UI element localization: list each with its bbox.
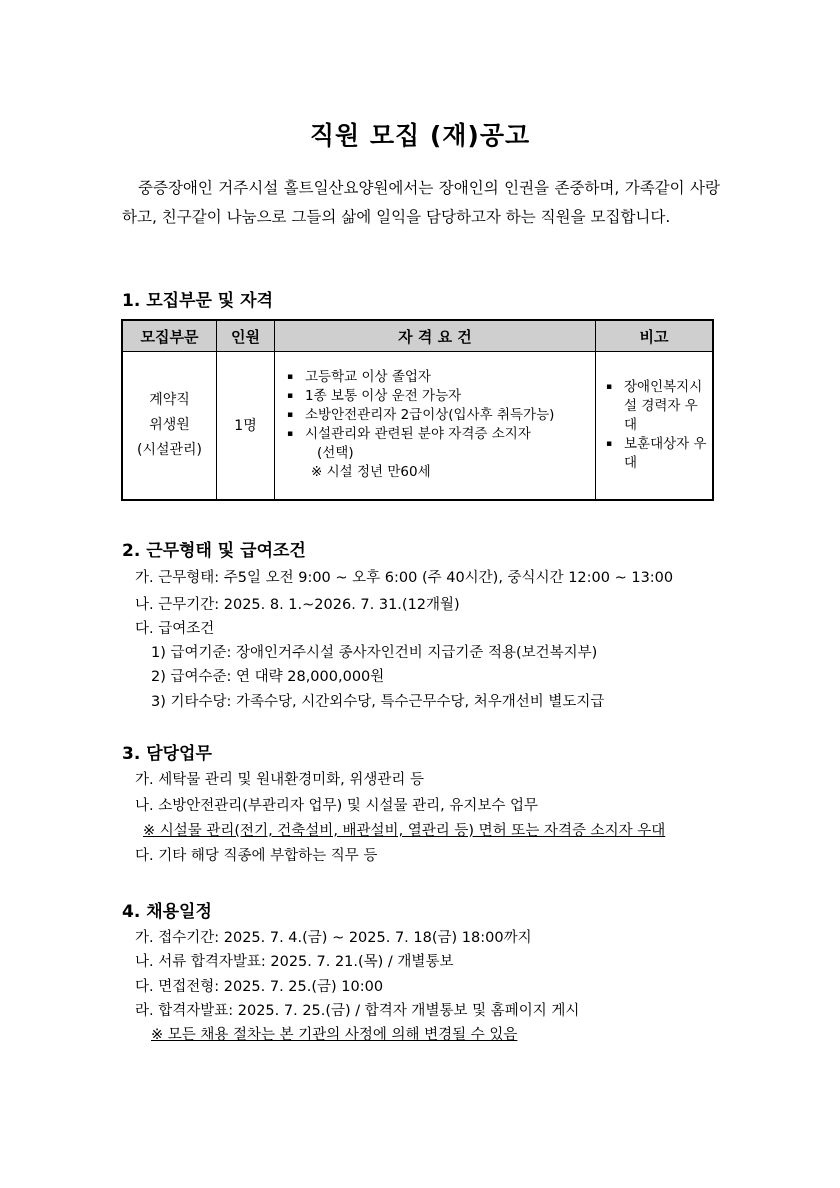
duty-memo: ※ 시설물 관리(전기, 건축설비, 배관설비, 열관리 등) 면허 또는 자격증 소지자 우대: [143, 823, 666, 839]
section-2-heading: 2. 근무형태 및 급여조건: [122, 541, 306, 561]
section-4-heading: 4. 채용일정: [122, 902, 212, 922]
list-item-continued: (선택): [317, 445, 354, 462]
cell-count: 1명: [217, 352, 275, 500]
table-header-row: [122, 320, 713, 352]
cell-requirements: [275, 352, 596, 500]
requirements-list: [275, 358, 595, 492]
list-item: ▪ 장애인복지시설 경력자 우대: [606, 378, 703, 433]
intro-paragraph: 중증장애인 거주시설 홀트일산요양원에서는 장애인의 인권을 존중하며, 가족같이 사랑하고, 친구같이 나눔으로 그들의 삶에 일익을 담당하고자 하는 직원을 모집합니다.: [122, 179, 720, 226]
header-note: 비고: [596, 320, 714, 352]
page-title: 직원 모집 (재)공고: [309, 121, 531, 150]
note-list: [596, 378, 712, 473]
bullet-icon: ▪: [606, 381, 613, 392]
dept-line-3: (시설관리): [136, 441, 203, 458]
other-allowances: 3) 기타수당: 가족수당, 시간외수당, 특수근무수당, 처우개선비 별도지급: [151, 694, 605, 710]
work-period: 나. 근무기간: 2025. 8. 1.~2026. 7. 31.(12개월): [135, 597, 460, 613]
bullet-icon: ▪: [606, 438, 613, 449]
schedule-interview: 다. 면접전형: 2025. 7. 25.(금) 10:00: [135, 979, 384, 995]
cell-dept: [122, 352, 217, 500]
section-1-heading: 1. 모집부문 및 자격: [122, 291, 273, 311]
requirements-memo: ※ 시설 정년 만60세: [311, 464, 431, 481]
header-requirements: 자 격 요 건: [275, 320, 596, 352]
salary-level: 2) 급여수준: 연 대략 28,000,000원: [151, 669, 385, 685]
table-row: [122, 352, 713, 500]
section-3-heading: 3. 담당업무: [122, 744, 212, 764]
bullet-icon: ▪: [287, 372, 294, 383]
salary-standard: 1) 급여기준: 장애인거주시설 종사자인건비 지급기준 적용(보건복지부): [151, 645, 598, 661]
bullet-icon: ▪: [287, 391, 294, 402]
list-item: ▪ 보훈대상자 우대: [606, 435, 707, 471]
bullet-icon: ▪: [287, 429, 294, 440]
duty-c: 다. 기타 해당 직종에 부합하는 직무 등: [135, 848, 378, 864]
salary-conditions: 다. 급여조건: [135, 621, 215, 637]
duty-b: 나. 소방안전관리(부관리자 업무) 및 시설물 관리, 유지보수 업무: [135, 798, 538, 814]
bullet-icon: ▪: [287, 410, 294, 421]
dept-line-1: 계약직: [149, 391, 190, 408]
schedule-application: 가. 접수기간: 2025. 7. 4.(금) ~ 2025. 7. 18(금) 18:00까지: [135, 930, 532, 946]
schedule-final-result: 라. 합격자발표: 2025. 7. 25.(금) / 합격자 개별통보 및 홈페이지 게시: [135, 1003, 580, 1019]
schedule-document-result: 나. 서류 합격자발표: 2025. 7. 21.(목) / 개별통보: [135, 954, 454, 970]
list-item: ▪ 1종 보통 이상 운전 가능자: [287, 388, 462, 405]
recruitment-table: [121, 319, 714, 501]
list-item: ▪ 고등학교 이상 졸업자: [287, 369, 431, 386]
cell-note: [596, 352, 714, 500]
duty-a: 가. 세탁물 관리 및 원내환경미화, 위생관리 등: [135, 772, 424, 788]
header-count: 인원: [217, 320, 275, 352]
schedule-memo: ※ 모든 채용 절차는 본 기관의 사정에 의해 변경될 수 있음: [151, 1027, 518, 1043]
header-dept: 모집부문: [122, 320, 217, 352]
list-item: ▪ 시설관리와 관련된 분야 자격증 소지자: [287, 426, 531, 443]
list-item: ▪ 소방안전관리자 2급이상(입사후 취득가능): [287, 407, 555, 424]
work-type: 가. 근무형태: 주5일 오전 9:00 ~ 오후 6:00 (주 40시간), 중식시간 12:00 ~ 13:00: [135, 570, 674, 586]
dept-line-2: 위생원: [149, 416, 190, 433]
